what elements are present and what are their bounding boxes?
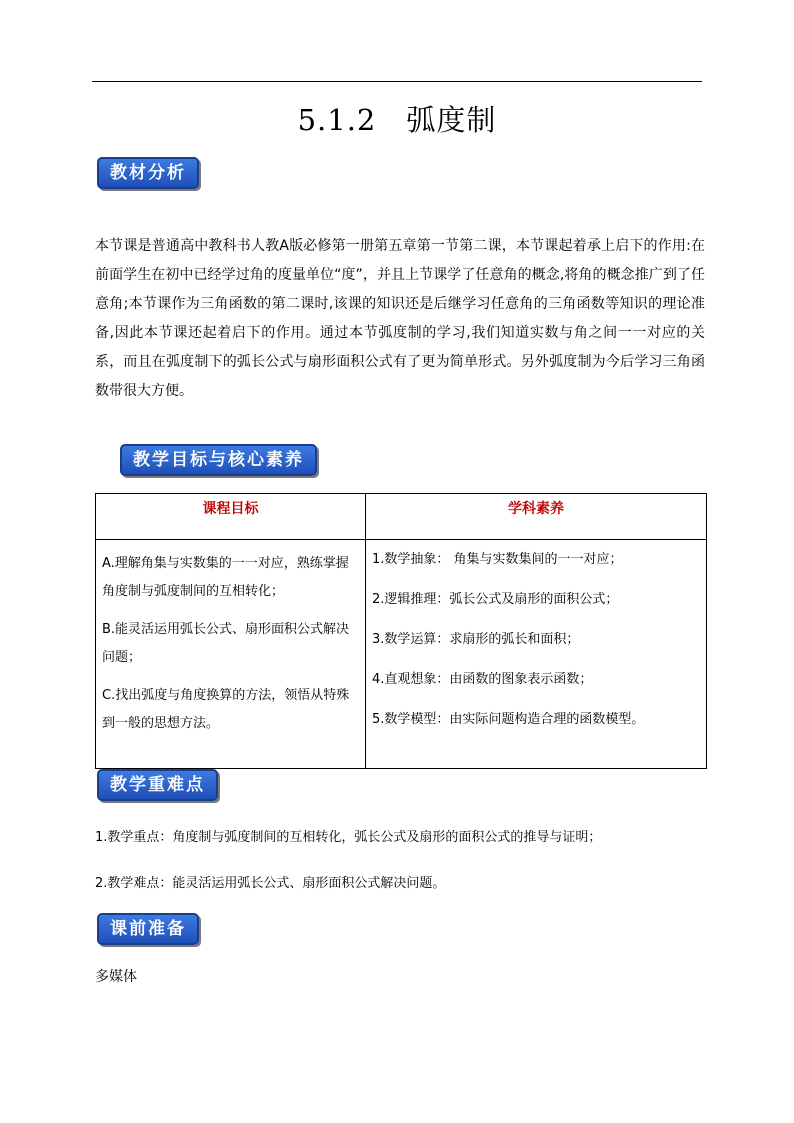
goal-item: C.找出弧度与角度换算的方法，领悟从特殊到一般的思想方法。 xyxy=(102,688,350,731)
goal-item: B.能灵活运用弧长公式、扇形面积公式解决问题； xyxy=(102,622,350,665)
section-heading-analysis: 教材分析 xyxy=(97,157,199,189)
header-subject-literacy: 学科素养 xyxy=(366,494,707,540)
section-heading-preparation: 课前准备 xyxy=(97,913,199,945)
objectives-table xyxy=(95,493,707,769)
table-row xyxy=(96,540,707,769)
key-point-item: 1.教学重点：角度制与弧度制间的互相转化，弧长公式及扇形的面积公式的推导与证明； xyxy=(95,830,602,845)
goals-cell xyxy=(96,540,366,769)
preparation-text: 多媒体 xyxy=(95,969,137,985)
header-rule xyxy=(92,81,702,82)
header-course-goals: 课程目标 xyxy=(96,494,366,540)
difficulty-item: 2.教学难点：能灵活运用弧长公式、扇形面积公式解决问题。 xyxy=(95,876,446,891)
section-heading-key-points: 教学重难点 xyxy=(97,769,218,801)
goal-item: A.理解角集与实数集的一一对应，熟练掌握角度制与弧度制间的互相转化； xyxy=(102,556,349,599)
literacy-item: 1.数学抽象： 角集与实数集间的一一对应； xyxy=(372,552,623,567)
analysis-paragraph: 本节课是普通高中教科书人教A版必修第一册第五章第一节第二课，本节课起着承上启下的作用:在前面学生在初中已经学过角的度量单位“度”，并且上节课学了任意角的概念,将角的概念推广到了任意角;本节课作为三角函数的第二课时,该课的知识还是后继学习任意角的三角函数等知识的理论准备,因此本节课还起着启下的作用。通过本节弧度制的学习,我们知道实数与角之间一一对应的关系，而且在弧度制下的弧长公式与扇形面积公式有了更为简单形式。另外弧度制为今后学习三角函数带很大方便。 xyxy=(95,238,705,399)
literacy-cell xyxy=(366,540,707,769)
table-header-row xyxy=(96,494,707,540)
literacy-item: 3.数学运算：求扇形的弧长和面积； xyxy=(372,632,580,647)
literacy-item: 4.直观想象：由函数的图象表示函数； xyxy=(372,672,593,687)
literacy-item: 5.数学模型：由实际问题构造合理的函数模型。 xyxy=(372,712,645,727)
section-heading-objectives: 教学目标与核心素养 xyxy=(120,444,317,476)
literacy-item: 2.逻辑推理：弧长公式及扇形的面积公式； xyxy=(372,592,619,607)
page-title: 5.1.2 弧度制 xyxy=(297,103,497,137)
